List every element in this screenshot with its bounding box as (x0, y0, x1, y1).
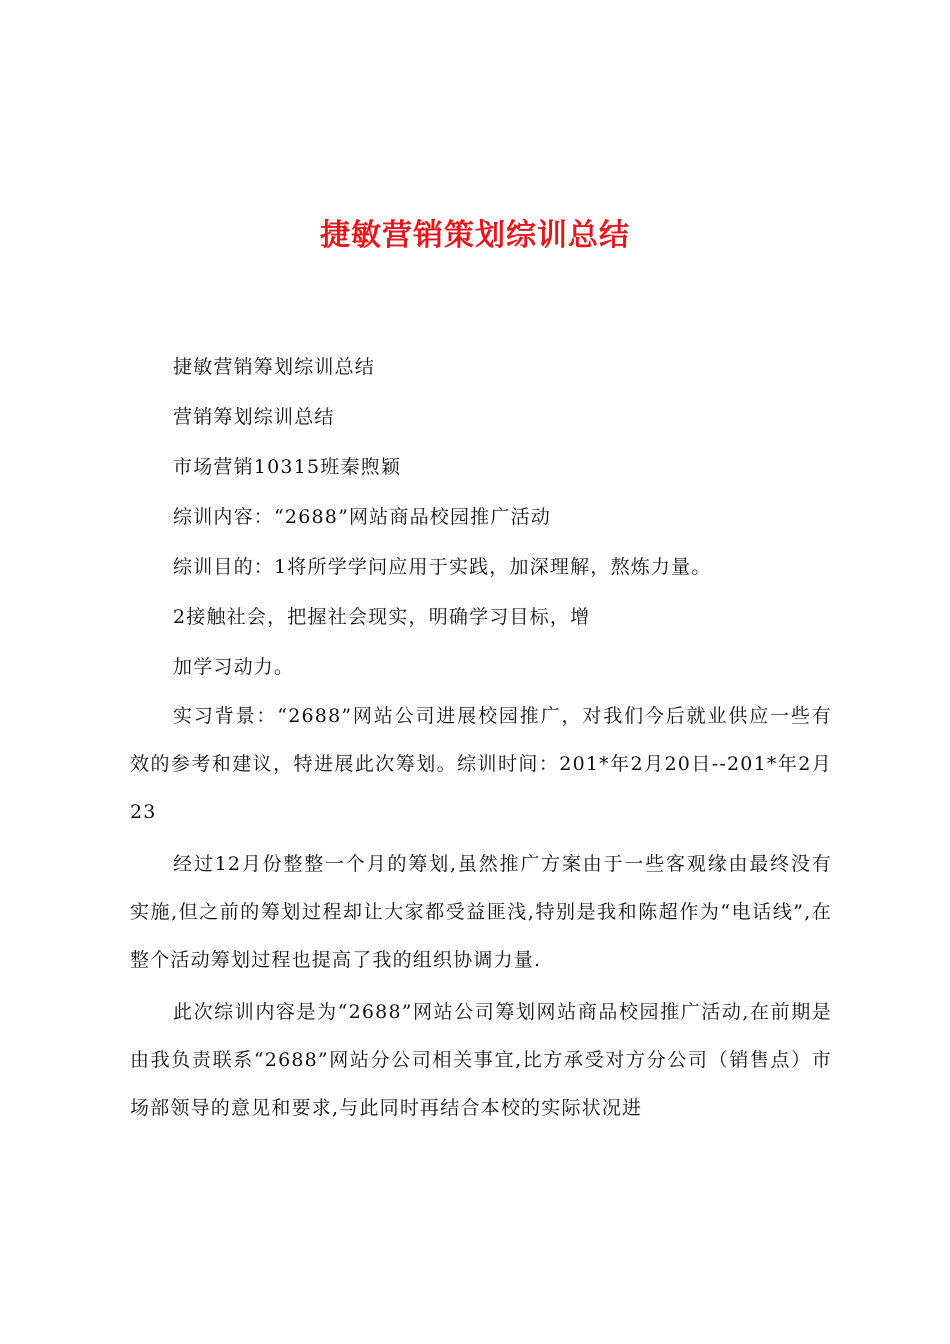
line-goal-continued: 加学习动力。 (173, 656, 295, 678)
line-author: 市场营销10315班秦煦颖 (173, 456, 402, 478)
line-training-content: 综训内容：“2688”网站商品校园推广活动 (173, 506, 551, 528)
line-training-goal: 综训目的：1将所学学问应用于实践，加深理解，熬炼力量。 (173, 556, 712, 578)
paragraph-background: 实习背景：“2688”网站公司进展校园推广，对我们今后就业供应一些有效的参考和建议，特进展此次筹划。综训时间：201*年2月20日--201*年2月23 (130, 705, 832, 823)
document-title: 捷敏营销策划综训总结 (320, 218, 630, 253)
paragraph-content: 此次综训内容是为“2688”网站公司筹划网站商品校园推广活动,在前期是由我负责联系“2688”网站分公司相关事宜,比方承受对方分公司（销售点）市场部领导的意见和要求,与此同时再结合本校的实际状况进 (130, 1001, 832, 1119)
paragraph-experience: 经过12月份整整一个月的筹划,虽然推广方案由于一些客观缘由最终没有实施,但之前的筹划过程却让大家都受益匪浅,特别是我和陈超作为“电话线”,在整个活动筹划过程也提高了我的组织协调力量. (130, 853, 832, 971)
line-goal-item-2: 2接触社会，把握社会现实，明确学习目标，增 (173, 606, 591, 628)
line-subtitle: 捷敏营销筹划综训总结 (173, 356, 376, 378)
line-heading: 营销筹划综训总结 (173, 406, 335, 428)
